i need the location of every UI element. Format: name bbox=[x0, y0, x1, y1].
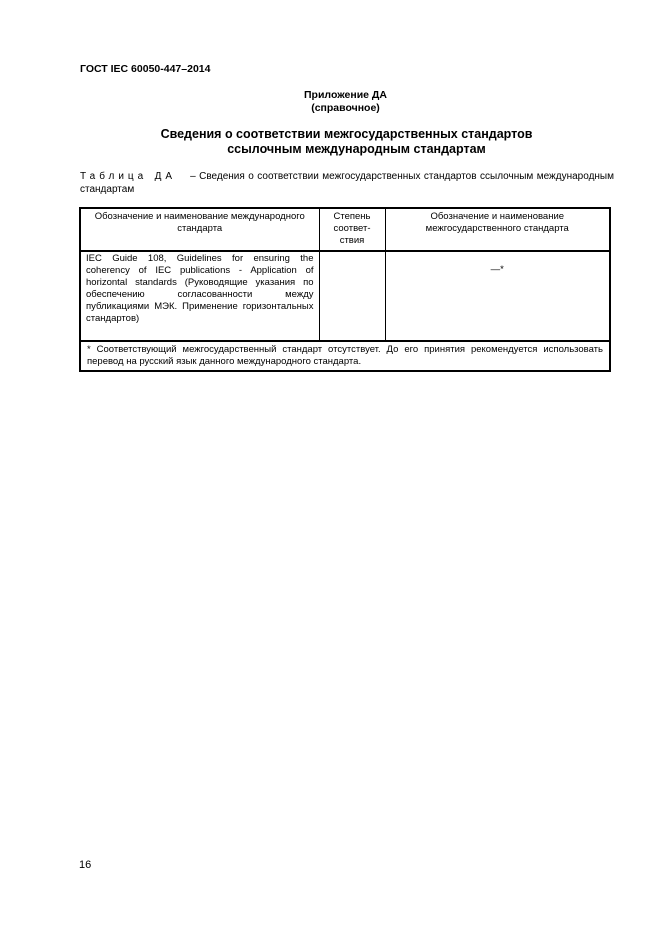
cell-degree bbox=[319, 251, 385, 341]
column-header-degree: Степень соответ-ствия bbox=[319, 208, 385, 251]
column-header-interstate: Обозначение и наименование межгосударственного стандарта bbox=[385, 208, 610, 251]
page-number: 16 bbox=[79, 859, 92, 871]
table-caption-text: – Сведения о соответствии межгосударственных стандартов ссылочным международным стандартам bbox=[80, 171, 614, 195]
annex-title: Приложение ДА bbox=[304, 89, 387, 101]
cell-international-standard: IEC Guide 108, Guidelines for ensuring the coherency of IEC publications - Application of horizontal standards (Руководящие указания по обеспечению согласованности между публикациями МЭК. Применение горизонтальных стандартов) bbox=[80, 251, 319, 341]
table-footnote-row bbox=[80, 341, 610, 371]
annex-heading bbox=[0, 89, 661, 115]
table-caption bbox=[80, 170, 614, 196]
document-code: ГОСТ IEC 60050-447–2014 bbox=[80, 63, 211, 75]
table-caption-lead: Таблица ДА bbox=[80, 171, 177, 182]
column-header-international: Обозначение и наименование международного стандарта bbox=[80, 208, 319, 251]
section-heading-line-1: Сведения о соответствии межгосударственных стандартов bbox=[160, 127, 533, 141]
correspondence-table bbox=[79, 207, 611, 372]
cell-interstate-standard: —* bbox=[385, 251, 610, 341]
table-header-row bbox=[80, 208, 610, 251]
section-heading bbox=[0, 127, 661, 157]
table-row bbox=[80, 251, 610, 341]
section-heading-line-2: ссылочным международным стандартам bbox=[227, 142, 486, 156]
table-footnote: * Соответствующий межгосударственный стандарт отсутствует. До его принятия рекомендуется использовать перевод на русский язык данного международного стандарта. bbox=[80, 341, 610, 371]
annex-kind: (справочное) bbox=[311, 102, 380, 114]
